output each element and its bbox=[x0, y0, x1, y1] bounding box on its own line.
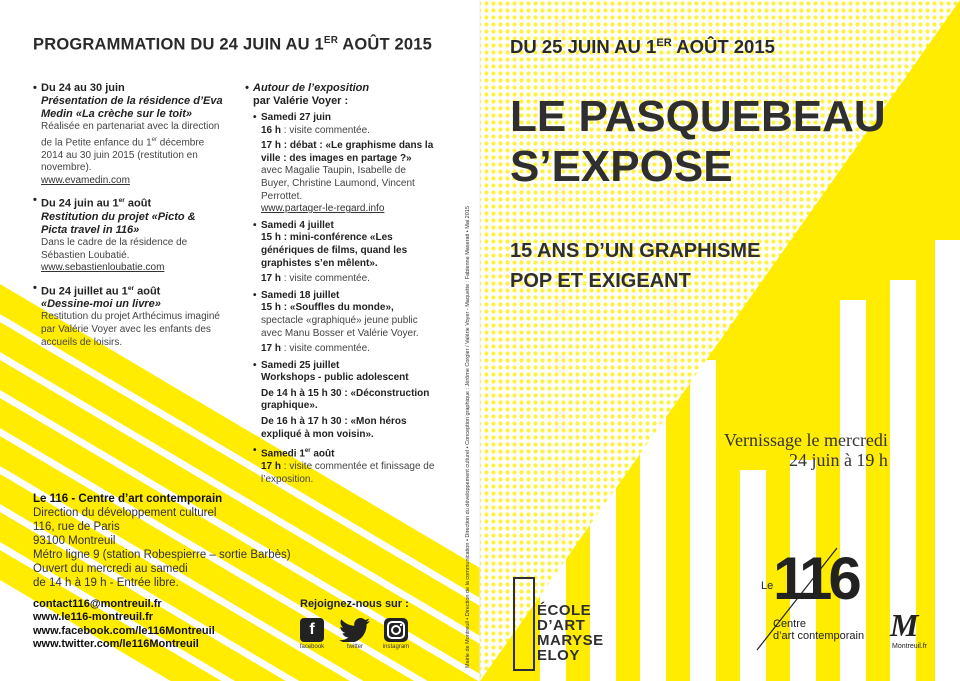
exhibition-dates: DU 25 JUIN AU 1ER AOÛT 2015 bbox=[510, 36, 775, 57]
ecole-logo-line: ELOY bbox=[537, 647, 580, 664]
event-picto-picta bbox=[33, 194, 223, 274]
exhibition-title bbox=[510, 92, 886, 192]
social-title: Rejoignez-nous sur : bbox=[300, 598, 409, 610]
sebastienloubatie-link[interactable]: www.sebastienloubatie.com bbox=[41, 262, 165, 274]
event-dessine-moi bbox=[33, 282, 223, 349]
facebook-icon[interactable]: f bbox=[300, 618, 324, 642]
partager-le-regard-link[interactable]: www.partager-le-regard.info bbox=[261, 203, 385, 215]
email-link[interactable]: contact116@montreuil.fr bbox=[33, 598, 162, 610]
saturday-list bbox=[245, 112, 437, 486]
session-day: • Samedi 4 juillet bbox=[253, 220, 437, 233]
saturday-4-juillet: • Samedi 4 juillet 15 h : mini-conférence «Les génériques de films, quand les graphistes s’en mêlent». 17 h : visite commentée. bbox=[253, 220, 437, 286]
programme-column-1 bbox=[33, 82, 223, 356]
ecole-logo-line: D’ART bbox=[537, 617, 586, 634]
facebook-label: facebook bbox=[299, 644, 325, 650]
credits-vertical: Mairie de Montreuil • Direction de la communication • Direction du développement culturel • Conception graphique : Jérôme Corgier / Valérie Voyer - Maquette : Fabienne Maserati • Mai 2015 bbox=[465, 206, 471, 668]
website-link[interactable]: www.le116-montreuil.fr bbox=[33, 611, 154, 624]
logo-le: Le bbox=[761, 580, 774, 592]
ecole-logo-line: ÉCOLE bbox=[537, 602, 592, 619]
event-title: Présentation de la résidence d’Eva Medin «La crèche sur le toit» bbox=[41, 95, 223, 120]
venue-name: Le 116 - Centre d’art contemporain bbox=[33, 493, 223, 505]
vernissage-line-1: Vernissage le mercredi bbox=[724, 430, 888, 450]
session-day: • Samedi 1er août bbox=[253, 445, 437, 461]
saturday-18-juillet: • Samedi 18 juillet 15 h : «Souffles du monde», spectacle «graphiqué» jeune public avec Manu Bosser et Valérie Voyer. 17 h : visite commentée. bbox=[253, 290, 437, 356]
subtitle-line-1: 15 ANS D’UN GRAPHISME bbox=[510, 240, 761, 262]
address-line: Ouvert du mercredi au samedi bbox=[33, 563, 188, 575]
session-day: • Samedi 18 juillet bbox=[253, 290, 437, 303]
address-line: 93100 Montreuil bbox=[33, 535, 116, 547]
saturday-1-aout: • Samedi 1er août 17 h : visite commentée et finissage de l’exposition. bbox=[253, 445, 437, 486]
instagram-label: instagram bbox=[382, 644, 410, 650]
autour-author: par Valérie Voyer : bbox=[253, 95, 349, 107]
ecole-logo-frame bbox=[513, 577, 535, 671]
address-line: 116, rue de Paris bbox=[33, 521, 120, 533]
montreuil-logo bbox=[890, 605, 935, 655]
subtitle-line-2: POP ET EXIGEANT bbox=[510, 270, 691, 292]
venue-address bbox=[33, 492, 291, 590]
montreuil-label: Montreuil.fr bbox=[892, 643, 928, 650]
title-line-1: LE PASQUEBEAU bbox=[510, 92, 886, 141]
event-title: Restitution du projet «Picto & Picta travel in 116» bbox=[41, 210, 196, 236]
session-day: • Samedi 27 juin bbox=[253, 112, 437, 125]
vernissage-line-2: 24 juin à 19 h bbox=[788, 450, 888, 470]
event-eva-medin bbox=[33, 82, 223, 187]
event-title: «Dessine-moi un livre» bbox=[41, 298, 161, 311]
saturday-27-juin: • Samedi 27 juin 16 h : visite commentée. 17 h : débat : «Le graphisme dans la ville : des images en partage ?» avec Magalie Taupin, Isabelle de Buyer, Christine Laumond, Vincent Perrottet. www.partager-le-regard.info bbox=[253, 112, 437, 216]
twitter-label: twitter bbox=[346, 644, 363, 650]
event-text: Dans le cadre de la résidence de Sébastien Loubatié. bbox=[41, 236, 188, 261]
address-line: Direction du développement culturel bbox=[33, 507, 217, 519]
montreuil-mark: M bbox=[890, 607, 919, 643]
evamedin-link[interactable]: www.evamedin.com bbox=[41, 174, 130, 186]
ecole-art-logo bbox=[513, 577, 623, 669]
saturday-25-juillet: • Samedi 25 juillet Workshops - public adolescent De 14 h à 15 h 30 : «Déconstruction graphique». De 16 h à 17 h 30 : «Mon héros expliqué à mon voisin». bbox=[253, 360, 437, 442]
logo-caption: Centre d’art contemporain bbox=[773, 618, 865, 642]
title-line-2: S’EXPOSE bbox=[510, 142, 733, 191]
ecole-logo-line: MARYSE bbox=[537, 632, 604, 649]
logo-number: 116 bbox=[773, 545, 858, 612]
facebook-link[interactable]: www.facebook.com/le116Montreuil bbox=[33, 624, 215, 637]
event-date: • Du 24 au 30 juin bbox=[33, 82, 223, 95]
address-line: Métro ligne 9 (station Robespierre – sortie Barbès) bbox=[33, 549, 291, 561]
event-text: Réalisée en partenariat avec la direction de la Petite enfance du 1er décembre 2014 au 30 juin 2015 (restitution en novembre). bbox=[41, 121, 220, 174]
event-date: • Du 24 juillet au 1er août bbox=[33, 282, 223, 299]
address-line: de 14 h à 19 h - Entrée libre. bbox=[33, 577, 179, 589]
autour-heading: • Autour de l’exposition bbox=[245, 82, 437, 95]
twitter-icon[interactable] bbox=[338, 618, 372, 642]
programme-column-2 bbox=[245, 82, 437, 486]
contact-links bbox=[33, 598, 215, 652]
vernissage-info bbox=[724, 430, 888, 470]
event-text: Restitution du projet Arthécimus imaginé par Valérie Voyer avec les enfants des accueils de loisirs. bbox=[41, 311, 220, 348]
exhibition-subtitle bbox=[510, 236, 760, 296]
programme-title: PROGRAMMATION DU 24 JUIN AU 1ER AOÛT 2015 bbox=[33, 35, 433, 54]
session-day: • Samedi 25 juillet bbox=[253, 360, 437, 373]
instagram-icon[interactable] bbox=[384, 618, 408, 642]
event-date: • Du 24 juin au 1er août bbox=[33, 194, 223, 211]
twitter-link[interactable]: www.twitter.com/le116Montreuil bbox=[33, 638, 199, 651]
le116-logo bbox=[745, 540, 885, 660]
